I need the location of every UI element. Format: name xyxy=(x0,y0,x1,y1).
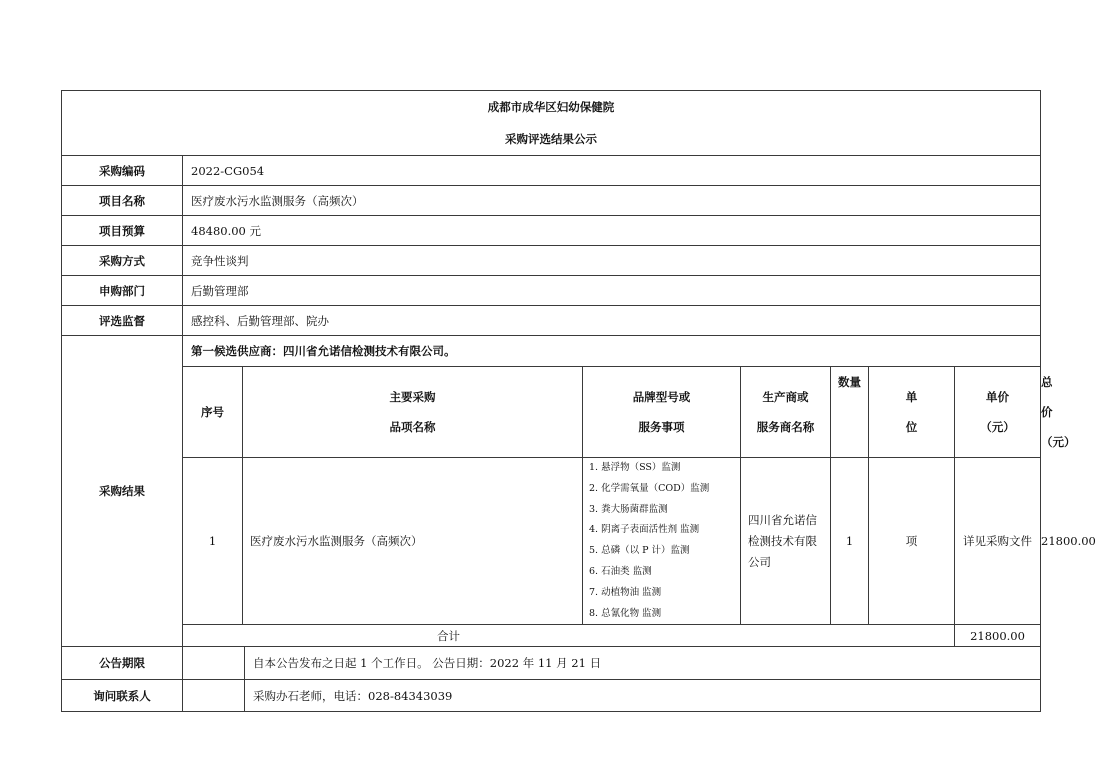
procurement-notice-document xyxy=(61,90,1096,712)
field-row-project-name xyxy=(62,186,1041,216)
col-header-service: 品牌型号或 服务事项 xyxy=(583,367,741,458)
col-header-qty: 数量 xyxy=(831,367,869,458)
notice-table xyxy=(61,90,1096,712)
row-qty: 1 xyxy=(831,458,869,625)
result-label: 采购结果 xyxy=(62,336,183,647)
service-item: 4. 阴离子表面活性剂 监测 xyxy=(589,524,700,536)
notice-period-value: 自本公告发布之日起 1 个工作日。 公告日期：2022 年 11 月 21 日 xyxy=(245,647,1041,680)
field-row-department xyxy=(62,276,1041,306)
result-table-header: 序号 主要采购 品项名称 品牌型号或 服务事项 生产商或 服务商名称 数量 单 位 单价 （元） 总价 （元） xyxy=(62,367,1041,458)
document-header xyxy=(62,91,1041,156)
empty-cell xyxy=(183,647,245,680)
service-item: 5. 总磷（以 P 计）监测 xyxy=(589,545,690,557)
service-item: 8. 总氰化物 监测 xyxy=(589,607,662,619)
org-name: 成都市成华区妇幼保健院 xyxy=(487,100,615,114)
col-header-item: 主要采购 品项名称 xyxy=(243,367,583,458)
field-value: 48480.00 元 xyxy=(183,216,1041,246)
table-row: 1 医疗废水污水监测服务（高频次） 1. 悬浮物（SS）监测 2. 化学需氧量（COD）监测 3. 粪大肠菌群监测 4. 阴离子表面活性剂 监测 5. 总磷（以 P 计）监测 6. 石油类 监测 7. 动植物油 监测 8. 总氰化物 监测 四川省允诺信检测技术有限公司 1 项 详见采购文件 21800.00 xyxy=(62,458,1041,625)
notice-period-row xyxy=(62,647,1041,680)
field-row-method xyxy=(62,246,1041,276)
notice-period-label: 公告期限 xyxy=(62,647,183,680)
field-label: 采购编码 xyxy=(62,156,183,186)
field-row-budget xyxy=(62,216,1041,246)
field-label: 申购部门 xyxy=(62,276,183,306)
row-unit: 项 xyxy=(869,458,955,625)
service-item: 3. 粪大肠菌群监测 xyxy=(589,503,668,515)
row-item: 医疗废水污水监测服务（高频次） xyxy=(243,458,583,625)
col-header-unit: 单 位 xyxy=(869,367,955,458)
supplier-line: 第一候选供应商：四川省允诺信检测技术有限公司。 xyxy=(183,336,1041,367)
row-no: 1 xyxy=(183,458,243,625)
contact-value: 采购办石老师，电话：028-84343039 xyxy=(245,680,1041,712)
col-header-manufacturer: 生产商或 服务商名称 xyxy=(741,367,831,458)
service-item: 6. 石油类 监测 xyxy=(589,565,652,577)
row-unit-price: 详见采购文件 xyxy=(955,458,1041,625)
field-label: 项目预算 xyxy=(62,216,183,246)
sum-row xyxy=(62,625,1041,647)
field-value: 医疗废水污水监测服务（高频次） xyxy=(183,186,1041,216)
field-label: 项目名称 xyxy=(62,186,183,216)
field-value: 后勤管理部 xyxy=(183,276,1041,306)
contact-label: 询问联系人 xyxy=(62,680,183,712)
empty-cell xyxy=(183,680,245,712)
row-manufacturer: 四川省允诺信检测技术有限公司 xyxy=(741,458,831,625)
service-item: 1. 悬浮物（SS）监测 xyxy=(589,462,681,473)
field-value: 2022-CG054 xyxy=(183,156,1041,186)
document-title: 采购评选结果公示 xyxy=(505,132,597,146)
field-value: 感控科、后勤管理部、院办 xyxy=(183,306,1041,336)
service-item: 2. 化学需氧量（COD）监测 xyxy=(589,482,710,494)
sum-label: 合计 xyxy=(183,625,955,647)
service-item: 7. 动植物油 监测 xyxy=(589,586,662,598)
row-services xyxy=(583,458,741,625)
field-value: 竞争性谈判 xyxy=(183,246,1041,276)
sum-value: 21800.00 xyxy=(955,625,1041,647)
contact-row xyxy=(62,680,1041,712)
col-header-unit-price: 单价 （元） xyxy=(955,367,1041,458)
supplier-row xyxy=(62,336,1041,367)
field-label: 采购方式 xyxy=(62,246,183,276)
col-header-no: 序号 xyxy=(183,367,243,458)
field-label: 评选监督 xyxy=(62,306,183,336)
field-row-supervision xyxy=(62,306,1041,336)
field-row-code xyxy=(62,156,1041,186)
